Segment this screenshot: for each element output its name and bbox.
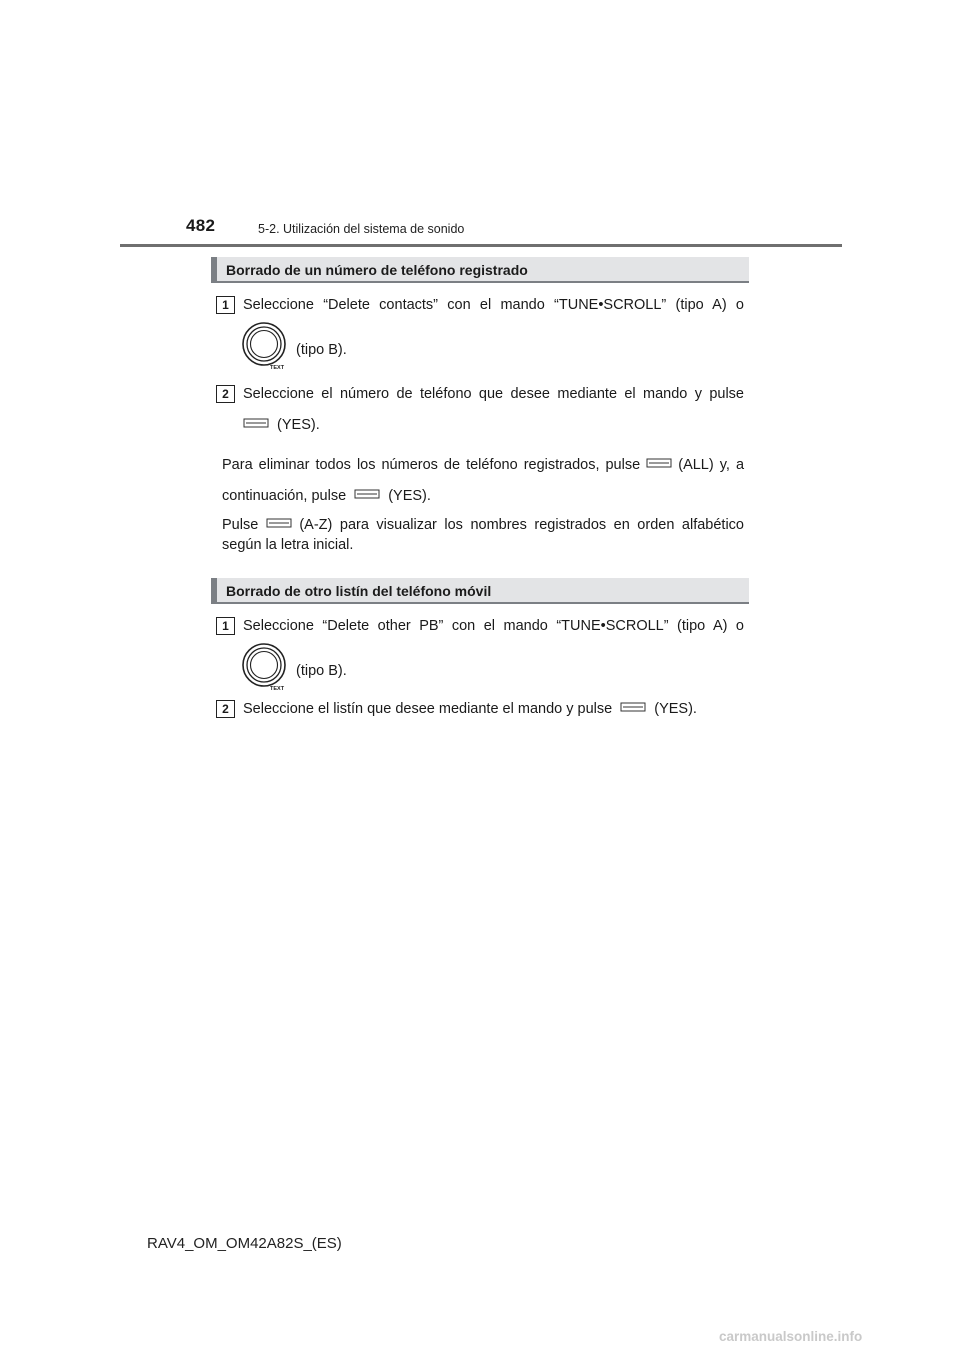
note-text xyxy=(222,486,431,506)
step-number-badge: 2 xyxy=(216,700,235,718)
step-text: Seleccione “Delete other PB” con el mando “TUNE•SCROLL” (tipo A) o xyxy=(243,618,744,634)
note-text-part: Pulse xyxy=(222,517,259,533)
svg-text:TEXT: TEXT xyxy=(270,365,285,371)
document-code: RAV4_OM_OM42A82S_(ES) xyxy=(147,1235,342,1252)
step-text: Seleccione el número de teléfono que desee mediante el mando y pulse xyxy=(243,386,744,402)
note-text-part: continuación, pulse xyxy=(222,488,347,504)
svg-text:TEXT: TEXT xyxy=(270,686,285,692)
section-heading-text: Borrado de un número de teléfono registrado xyxy=(226,262,528,278)
step-text: Seleccione “Delete contacts” con el mando “TUNE•SCROLL” (tipo A) o xyxy=(243,297,744,313)
note-text-part: (ALL) y, a xyxy=(678,457,745,473)
step-number-badge: 2 xyxy=(216,385,235,403)
step-text-continuation: (tipo B). xyxy=(296,342,347,358)
step-text-part: (YES). xyxy=(654,701,697,717)
preset-button-icon xyxy=(646,456,672,470)
note-text-part: (YES). xyxy=(388,488,431,504)
step-text-continuation xyxy=(243,415,320,435)
preset-button-icon xyxy=(243,416,269,430)
section-heading-text: Borrado de otro listín del teléfono móvil xyxy=(226,583,492,599)
step-number-badge: 1 xyxy=(216,617,235,635)
section-title: 5-2. Utilización del sistema de sonido xyxy=(258,222,465,236)
note-text xyxy=(222,455,744,475)
header-divider xyxy=(120,244,842,247)
note-text: según la letra inicial. xyxy=(222,537,354,553)
step-text-part: Seleccione el listín que desee mediante el mando y pulse xyxy=(243,701,613,717)
section-heading-delete-other-phonebook xyxy=(211,578,749,604)
note-text xyxy=(222,515,744,535)
section-heading-delete-registered-number xyxy=(211,257,749,283)
step-text-continuation: (tipo B). xyxy=(296,663,347,679)
preset-button-icon xyxy=(354,487,380,501)
step-number-badge: 1 xyxy=(216,296,235,314)
preset-button-icon xyxy=(620,700,646,714)
note-text-part: (A-Z) para visualizar los nombres registrados en orden alfabético xyxy=(299,517,744,533)
preset-button-icon xyxy=(266,516,292,530)
note-text-part: Para eliminar todos los números de teléfono registrados, pulse xyxy=(222,457,641,473)
watermark: carmanualsonline.info xyxy=(719,1329,863,1344)
yes-label: (YES). xyxy=(277,417,320,433)
tune-scroll-knob-icon xyxy=(240,642,290,697)
page-number: 482 xyxy=(186,216,216,235)
step-text xyxy=(243,699,697,719)
tune-scroll-knob-icon xyxy=(240,321,290,376)
